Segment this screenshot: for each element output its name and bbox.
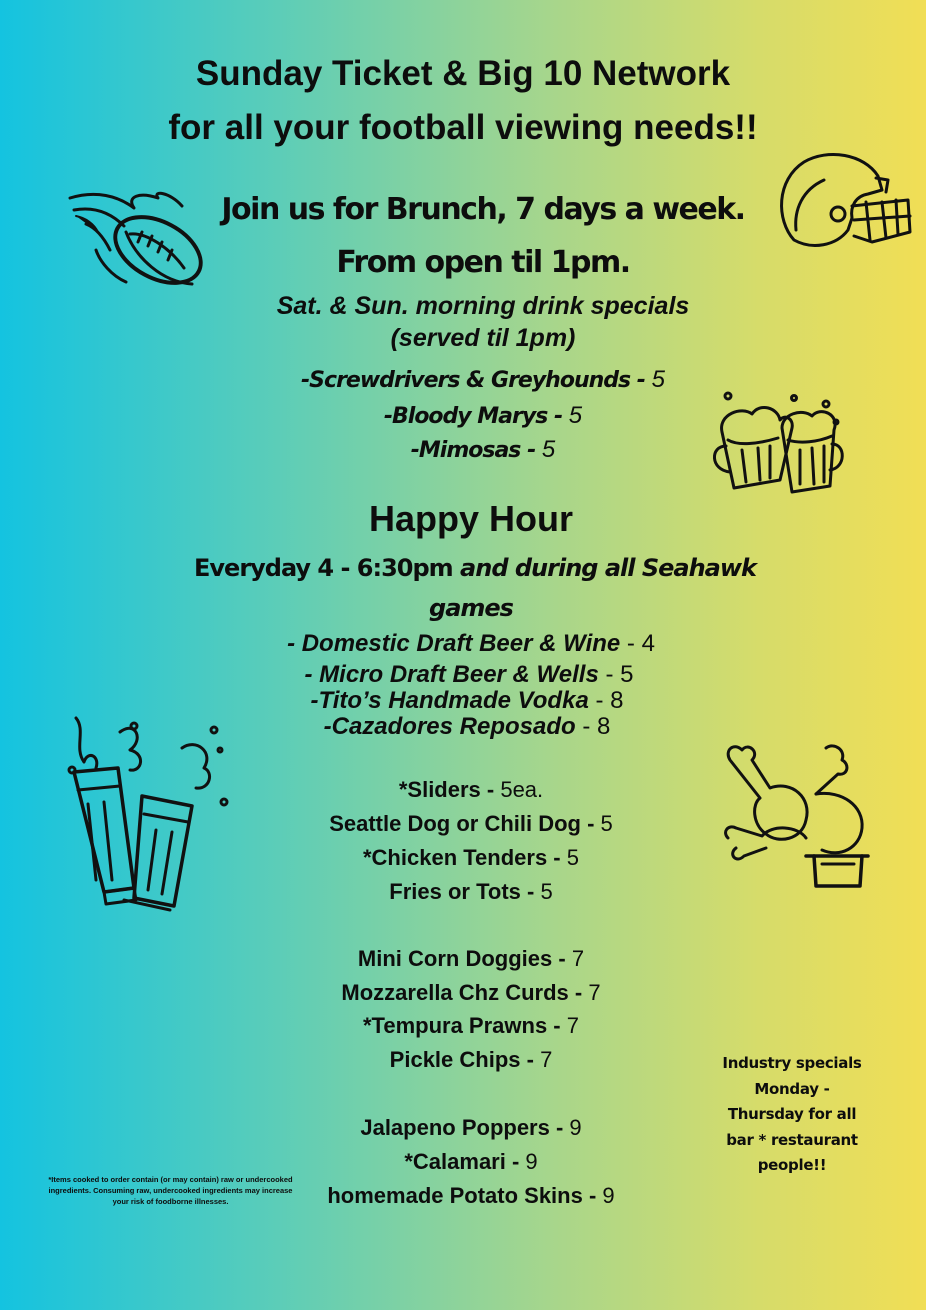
brunch-line-1: Join us for Brunch, 7 days a week. bbox=[221, 192, 745, 227]
industry-line: people!! bbox=[757, 1156, 827, 1174]
hh-drink-sep: - bbox=[588, 687, 611, 714]
happy-hour-times bbox=[12, 554, 926, 582]
beer-mugs-cheers-icon bbox=[708, 388, 846, 500]
food-name: *Calamari - bbox=[404, 1149, 526, 1174]
industry-line: Monday - bbox=[754, 1079, 830, 1098]
food-name: Seattle Dog or Chili Dog - bbox=[329, 811, 601, 836]
drink-name: -Mimosas - bbox=[410, 438, 542, 463]
flaming-football-icon bbox=[66, 188, 208, 290]
drink-price: 5 bbox=[568, 402, 583, 429]
happy-hour-games: games bbox=[429, 594, 513, 622]
food-name: Pickle Chips - bbox=[389, 1047, 541, 1072]
industry-line: Industry specials bbox=[722, 1054, 862, 1072]
food-price: 9 bbox=[525, 1149, 538, 1174]
football-helmet-icon bbox=[776, 150, 912, 252]
hh-drink-price: 4 bbox=[641, 630, 655, 657]
specials-subtitle: (served til 1pm) bbox=[390, 324, 576, 352]
hh-drink-price: 8 bbox=[610, 687, 624, 714]
food-price: 7 bbox=[566, 1013, 579, 1038]
hh-drink-sep: - bbox=[620, 630, 642, 657]
food-price: 5 bbox=[566, 845, 579, 870]
hh-drink-sep: - bbox=[598, 661, 621, 688]
hh-drink-name: -Tito’s Handmade Vodka bbox=[310, 687, 589, 714]
industry-line: Thursday for all bbox=[727, 1105, 857, 1123]
drink-price: 5 bbox=[541, 436, 556, 463]
food-name: Mozzarella Chz Curds - bbox=[341, 980, 589, 1005]
happy-hour-when: Everyday 4 - 6:30pm bbox=[194, 554, 461, 582]
hh-drink bbox=[8, 631, 926, 657]
specials-title: Sat. & Sun. morning drink specials bbox=[276, 292, 690, 320]
hh-drink bbox=[6, 662, 926, 688]
hh-drink-name: -Cazadores Reposado bbox=[323, 713, 576, 740]
food-name: homemade Potato Skins - bbox=[327, 1183, 603, 1208]
drink-price: 5 bbox=[651, 366, 665, 393]
food-price: 9 bbox=[602, 1183, 615, 1208]
industry-specials bbox=[712, 1051, 872, 1179]
hh-drink-name: - Domestic Draft Beer & Wine bbox=[287, 630, 621, 657]
food-name: Jalapeno Poppers - bbox=[360, 1115, 570, 1140]
hh-drink-price: 8 bbox=[597, 713, 611, 740]
hh-drink-sep: - bbox=[575, 713, 598, 740]
hh-drink-price: 5 bbox=[620, 661, 634, 688]
food-name: Fries or Tots - bbox=[389, 879, 541, 904]
header-line-1: Sunday Ticket & Big 10 Network bbox=[195, 54, 731, 93]
food-price: 7 bbox=[588, 980, 601, 1005]
drink-name: -Bloody Marys - bbox=[383, 404, 569, 429]
beer-glasses-splash-icon bbox=[64, 710, 234, 920]
food-safety-disclaimer: *Items cooked to order contain (or may contain) raw or undercooked ingredients. Consuming raw, undercooked ingredients may increase your risk of foodborne illnesses. bbox=[48, 1175, 293, 1206]
industry-line: bar * restaurant bbox=[726, 1130, 858, 1149]
food-name: *Tempura Prawns - bbox=[362, 1013, 567, 1038]
food-price: 7 bbox=[540, 1047, 553, 1072]
drink-name: -Screwdrivers & Greyhounds - bbox=[301, 368, 652, 393]
food-item bbox=[8, 946, 926, 972]
hh-drink-name: - Micro Draft Beer & Wells bbox=[304, 661, 599, 688]
happy-hour-when-extra: and during all Seahawk bbox=[460, 554, 756, 582]
food-name: *Sliders - bbox=[398, 777, 501, 802]
food-item bbox=[8, 1013, 926, 1039]
food-price: 5ea. bbox=[500, 777, 544, 802]
food-item bbox=[8, 980, 926, 1006]
food-price: 5 bbox=[600, 811, 613, 836]
header-line-2: for all your football viewing needs!! bbox=[168, 108, 758, 147]
brunch-line-2: From open til 1pm. bbox=[336, 245, 630, 280]
chicken-wings-icon bbox=[722, 740, 872, 890]
food-price: 5 bbox=[540, 879, 553, 904]
food-price: 7 bbox=[571, 946, 585, 971]
happy-hour-when-extra-2 bbox=[8, 594, 926, 622]
food-name: *Chicken Tenders - bbox=[362, 845, 567, 870]
food-price: 9 bbox=[569, 1115, 582, 1140]
happy-hour-title: Happy Hour bbox=[368, 498, 573, 539]
food-name: Mini Corn Doggies - bbox=[357, 946, 572, 971]
